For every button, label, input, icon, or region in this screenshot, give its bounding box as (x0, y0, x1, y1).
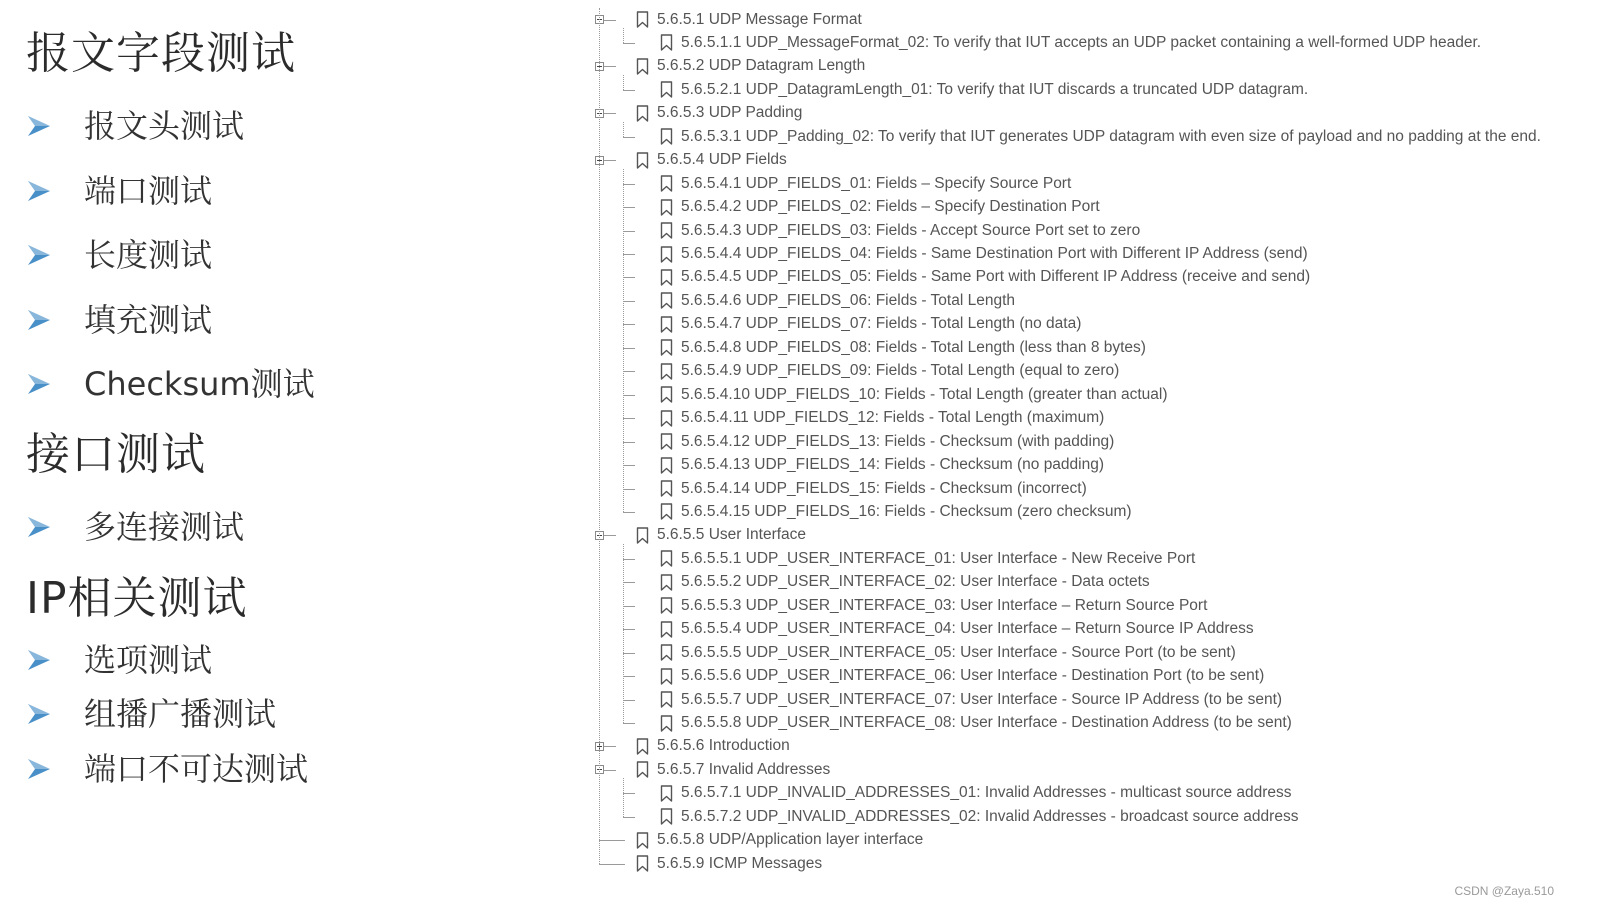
tree-connector (623, 28, 624, 43)
bookmark-icon (636, 855, 649, 872)
bookmark-icon (660, 339, 673, 356)
bookmark-icon (660, 668, 673, 685)
tree-connector (623, 231, 635, 232)
arrow-bullet-icon (26, 647, 52, 673)
bookmark-icon (660, 175, 673, 192)
tree-connector (623, 207, 635, 208)
bullet-text: 多连接测试 (84, 508, 245, 546)
tree-leaf-label: 5.6.5.4.14 UDP_FIELDS_15: Fields - Checksum (incorrect) (681, 479, 1087, 497)
tree-connector (623, 489, 635, 490)
bookmark-icon (660, 81, 673, 98)
tree-connector (623, 75, 624, 90)
tree-leaf[interactable] (660, 31, 1481, 54)
bookmark-icon (660, 316, 673, 333)
tree-connector (623, 465, 635, 466)
tree-leaf-label: 5.6.5.5.2 UDP_USER_INTERFACE_02: User Interface - Data octets (681, 573, 1150, 591)
bullet-text: 端口不可达测试 (84, 750, 309, 788)
bookmark-icon (660, 457, 673, 474)
arrow-bullet-icon (26, 514, 52, 540)
bullet-text: 选项测试 (84, 641, 213, 679)
bookmark-icon (660, 644, 673, 661)
tree-node[interactable] (636, 829, 923, 852)
tree-leaf-label: 5.6.5.4.3 UDP_FIELDS_03: Fields - Accept Source Port set to zero (681, 221, 1141, 239)
tree-connector (623, 418, 635, 419)
tree-leaf[interactable] (660, 266, 1310, 289)
tree-leaf[interactable] (660, 383, 1168, 406)
tree-node[interactable] (636, 102, 802, 125)
tree-connector (623, 254, 635, 255)
bookmark-icon (660, 410, 673, 427)
tree-leaf[interactable] (660, 618, 1254, 641)
tree-leaf-label: 5.6.5.4.12 UDP_FIELDS_13: Fields - Checksum (with padding) (681, 432, 1115, 450)
tree-leaf-label: 5.6.5.4.8 UDP_FIELDS_08: Fields - Total Length (less than 8 bytes) (681, 338, 1146, 356)
tree-leaf-label: 5.6.5.4.1 UDP_FIELDS_01: Fields – Specify Source Port (681, 174, 1072, 192)
tree-leaf[interactable] (660, 665, 1264, 688)
bookmark-icon (660, 574, 673, 591)
tree-leaf[interactable] (660, 360, 1119, 383)
bookmark-icon (660, 363, 673, 380)
tree-leaf-label: 5.6.5.4.13 UDP_FIELDS_14: Fields - Checksum (no padding) (681, 456, 1105, 474)
tree-leaf-label: 5.6.5.5.3 UDP_USER_INTERFACE_03: User Interface – Return Source Port (681, 596, 1208, 614)
bullet-text: 填充测试 (84, 301, 213, 339)
tree-leaf[interactable] (660, 782, 1292, 805)
tree-leaf-label: 5.6.5.1.1 UDP_MessageFormat_02: To verify that IUT accepts an UDP packet containing a well-formed UDP header. (681, 33, 1482, 51)
tree-leaf[interactable] (660, 712, 1292, 735)
bookmark-icon (660, 480, 673, 497)
bookmark-icon (636, 11, 649, 28)
bookmark-icon (660, 128, 673, 145)
tree-connector (623, 277, 635, 278)
arrow-bullet-icon (26, 701, 52, 727)
tree-leaf[interactable] (660, 172, 1071, 195)
tree-connector (604, 770, 616, 771)
bookmark-icon (636, 527, 649, 544)
tree-connector (623, 778, 624, 816)
tree-leaf[interactable] (660, 547, 1195, 570)
tree-node[interactable] (636, 852, 822, 875)
bookmark-icon (660, 808, 673, 825)
bookmark-icon (636, 152, 649, 169)
tree-connector (623, 582, 635, 583)
bookmark-icon (660, 503, 673, 520)
tree-leaf-label: 5.6.5.4.5 UDP_FIELDS_05: Fields - Same Port with Different IP Address (receive and send) (681, 268, 1311, 286)
tree-leaf[interactable] (660, 78, 1308, 101)
tree-node[interactable] (636, 149, 787, 172)
tree-leaf-label: 5.6.5.7.2 UDP_INVALID_ADDRESSES_02: Invalid Addresses - broadcast source address (681, 807, 1299, 825)
tree-connector (623, 324, 635, 325)
arrow-bullet-icon (26, 178, 52, 204)
tree-connector (604, 535, 616, 536)
tree-node-label: 5.6.5.9 ICMP Messages (657, 854, 823, 872)
tree-connector (623, 122, 624, 137)
arrow-bullet-icon (26, 307, 52, 333)
bookmark-icon (660, 222, 673, 239)
tree-connector (623, 559, 635, 560)
tree-connector (623, 90, 635, 91)
tree-node[interactable] (636, 55, 865, 78)
bullet-text: 长度测试 (84, 236, 213, 274)
tree-connector (623, 817, 635, 818)
tree-leaf-label: 5.6.5.4.9 UDP_FIELDS_09: Fields - Total Length (equal to zero) (681, 362, 1120, 380)
tree-leaf-label: 5.6.5.4.10 UDP_FIELDS_10: Fields - Total Length (greater than actual) (681, 385, 1168, 403)
tree-connector (623, 653, 635, 654)
tree-connector (604, 20, 616, 21)
tree-leaf[interactable] (660, 243, 1308, 266)
tree-leaf[interactable] (660, 125, 1541, 148)
watermark: CSDN @Zaya.510 (1454, 884, 1554, 898)
tree-node-label: 5.6.5.4 UDP Fields (657, 151, 787, 169)
tree-connector (604, 66, 616, 67)
tree-connector (623, 676, 635, 677)
bullet-text: 端口测试 (84, 172, 213, 210)
bookmark-icon (660, 292, 673, 309)
bookmark-icon (660, 691, 673, 708)
tree-leaf-label: 5.6.5.4.4 UDP_FIELDS_04: Fields - Same Destination Port with Different IP Address (send) (681, 245, 1308, 262)
tree-node-label: 5.6.5.3 UDP Padding (657, 104, 803, 122)
tree-leaf[interactable] (660, 571, 1150, 594)
bookmark-icon (660, 433, 673, 450)
tree-connector (623, 700, 635, 701)
tree-connector (623, 606, 635, 607)
bookmark-icon (660, 621, 673, 638)
bookmark-icon (636, 761, 649, 778)
tree-node[interactable] (636, 524, 806, 547)
tree-node-label: 5.6.5.8 UDP/Application layer interface (657, 831, 924, 849)
bookmark-icon (636, 105, 649, 122)
arrow-bullet-icon (26, 242, 52, 268)
bookmark-icon (660, 246, 673, 263)
section-title: IP相关测试 (26, 573, 248, 624)
tree-leaf-label: 5.6.5.7.1 UDP_INVALID_ADDRESSES_01: Invalid Addresses - multicast source address (681, 784, 1292, 802)
tree-connector (623, 512, 635, 513)
tree-connector (623, 629, 635, 630)
bookmark-icon (660, 199, 673, 216)
tree-leaf-label: 5.6.5.4.2 UDP_FIELDS_02: Fields – Specify Destination Port (681, 198, 1100, 216)
bookmark-icon (636, 832, 649, 849)
tree-leaf-label: 5.6.5.5.4 UDP_USER_INTERFACE_04: User Interface – Return Source IP Address (681, 620, 1254, 638)
tree-leaf-label: 5.6.5.3.1 UDP_Padding_02: To verify that IUT generates UDP datagram with even size of payload and no padding at the end. (681, 127, 1541, 145)
tree-connector (623, 793, 635, 794)
bookmark-tree (590, 8, 1590, 898)
tree-node-label: 5.6.5.7 Invalid Addresses (657, 760, 831, 778)
tree-connector (623, 395, 635, 396)
tree-connector (599, 864, 625, 865)
tree-leaf[interactable] (660, 219, 1140, 242)
bookmark-icon (660, 597, 673, 614)
tree-connector (599, 840, 625, 841)
bookmark-icon (636, 58, 649, 75)
tree-leaf[interactable] (660, 641, 1236, 664)
tree-leaf-label: 5.6.5.2.1 UDP_DatagramLength_01: To verify that IUT discards a truncated UDP datagram. (681, 80, 1309, 98)
section-title: 接口测试 (26, 429, 206, 480)
section-title: 报文字段测试 (26, 28, 296, 79)
tree-leaf-label: 5.6.5.4.11 UDP_FIELDS_12: Fields - Total Length (maximum) (681, 409, 1105, 427)
tree-connector (623, 169, 624, 512)
slide-outline (26, 0, 586, 909)
arrow-bullet-icon (26, 756, 52, 782)
bullet-text: 报文头测试 (84, 107, 245, 145)
arrow-bullet-icon (26, 371, 52, 397)
bookmark-icon (660, 34, 673, 51)
tree-node-label: 5.6.5.5 User Interface (657, 526, 807, 544)
tree-leaf-label: 5.6.5.5.1 UDP_USER_INTERFACE_01: User Interface - New Receive Port (681, 549, 1196, 567)
tree-node[interactable] (636, 735, 790, 758)
tree-leaf-label: 5.6.5.4.15 UDP_FIELDS_16: Fields - Checksum (zero checksum) (681, 502, 1132, 520)
tree-leaf-label: 5.6.5.4.7 UDP_FIELDS_07: Fields - Total Length (no data) (681, 315, 1082, 333)
tree-connector (623, 442, 635, 443)
tree-leaf-label: 5.6.5.5.7 UDP_USER_INTERFACE_07: User Interface - Source IP Address (to be sent) (681, 690, 1283, 708)
bullet-text: 组播广播测试 (84, 695, 277, 733)
tree-node-label: 5.6.5.6 Introduction (657, 737, 790, 755)
tree-connector (623, 43, 635, 44)
tree-leaf-label: 5.6.5.4.6 UDP_FIELDS_06: Fields - Total Length (681, 291, 1016, 309)
tree-node-label: 5.6.5.1 UDP Message Format (657, 10, 862, 28)
bullet-text: Checksum测试 (84, 365, 315, 403)
tree-leaf[interactable] (660, 289, 1015, 312)
bookmark-icon (660, 269, 673, 286)
tree-node-label: 5.6.5.2 UDP Datagram Length (657, 57, 866, 75)
bookmark-icon (636, 738, 649, 755)
tree-connector (623, 723, 635, 724)
tree-leaf[interactable] (660, 454, 1104, 477)
tree-connector (623, 371, 635, 372)
bookmark-icon (660, 785, 673, 802)
tree-connector (623, 301, 635, 302)
tree-connector (604, 160, 616, 161)
bookmark-icon (660, 550, 673, 567)
tree-leaf[interactable] (660, 336, 1146, 359)
tree-leaf-label: 5.6.5.5.8 UDP_USER_INTERFACE_08: User Interface - Destination Address (to be sent) (681, 714, 1292, 731)
tree-node[interactable] (636, 8, 862, 31)
arrow-bullet-icon (26, 113, 52, 139)
tree-connector (623, 184, 635, 185)
tree-connector (623, 137, 635, 138)
tree-leaf-label: 5.6.5.5.6 UDP_USER_INTERFACE_06: User Interface - Destination Port (to be sent) (681, 667, 1265, 685)
tree-connector (599, 8, 600, 864)
tree-connector (604, 746, 616, 747)
tree-connector (623, 544, 624, 723)
tree-leaf-label: 5.6.5.5.5 UDP_USER_INTERFACE_05: User Interface - Source Port (to be sent) (681, 643, 1236, 661)
bookmark-icon (660, 715, 673, 732)
tree-leaf[interactable] (660, 477, 1087, 500)
tree-leaf[interactable] (660, 594, 1207, 617)
bookmark-icon (660, 386, 673, 403)
tree-leaf[interactable] (660, 430, 1114, 453)
tree-leaf[interactable] (660, 688, 1282, 711)
tree-connector (604, 113, 616, 114)
tree-leaf[interactable] (660, 196, 1100, 219)
tree-node[interactable] (636, 758, 830, 781)
tree-connector (623, 348, 635, 349)
tree-leaf[interactable] (660, 407, 1104, 430)
tree-leaf[interactable] (660, 805, 1298, 828)
tree-leaf[interactable] (660, 313, 1081, 336)
tree-leaf[interactable] (660, 500, 1132, 523)
